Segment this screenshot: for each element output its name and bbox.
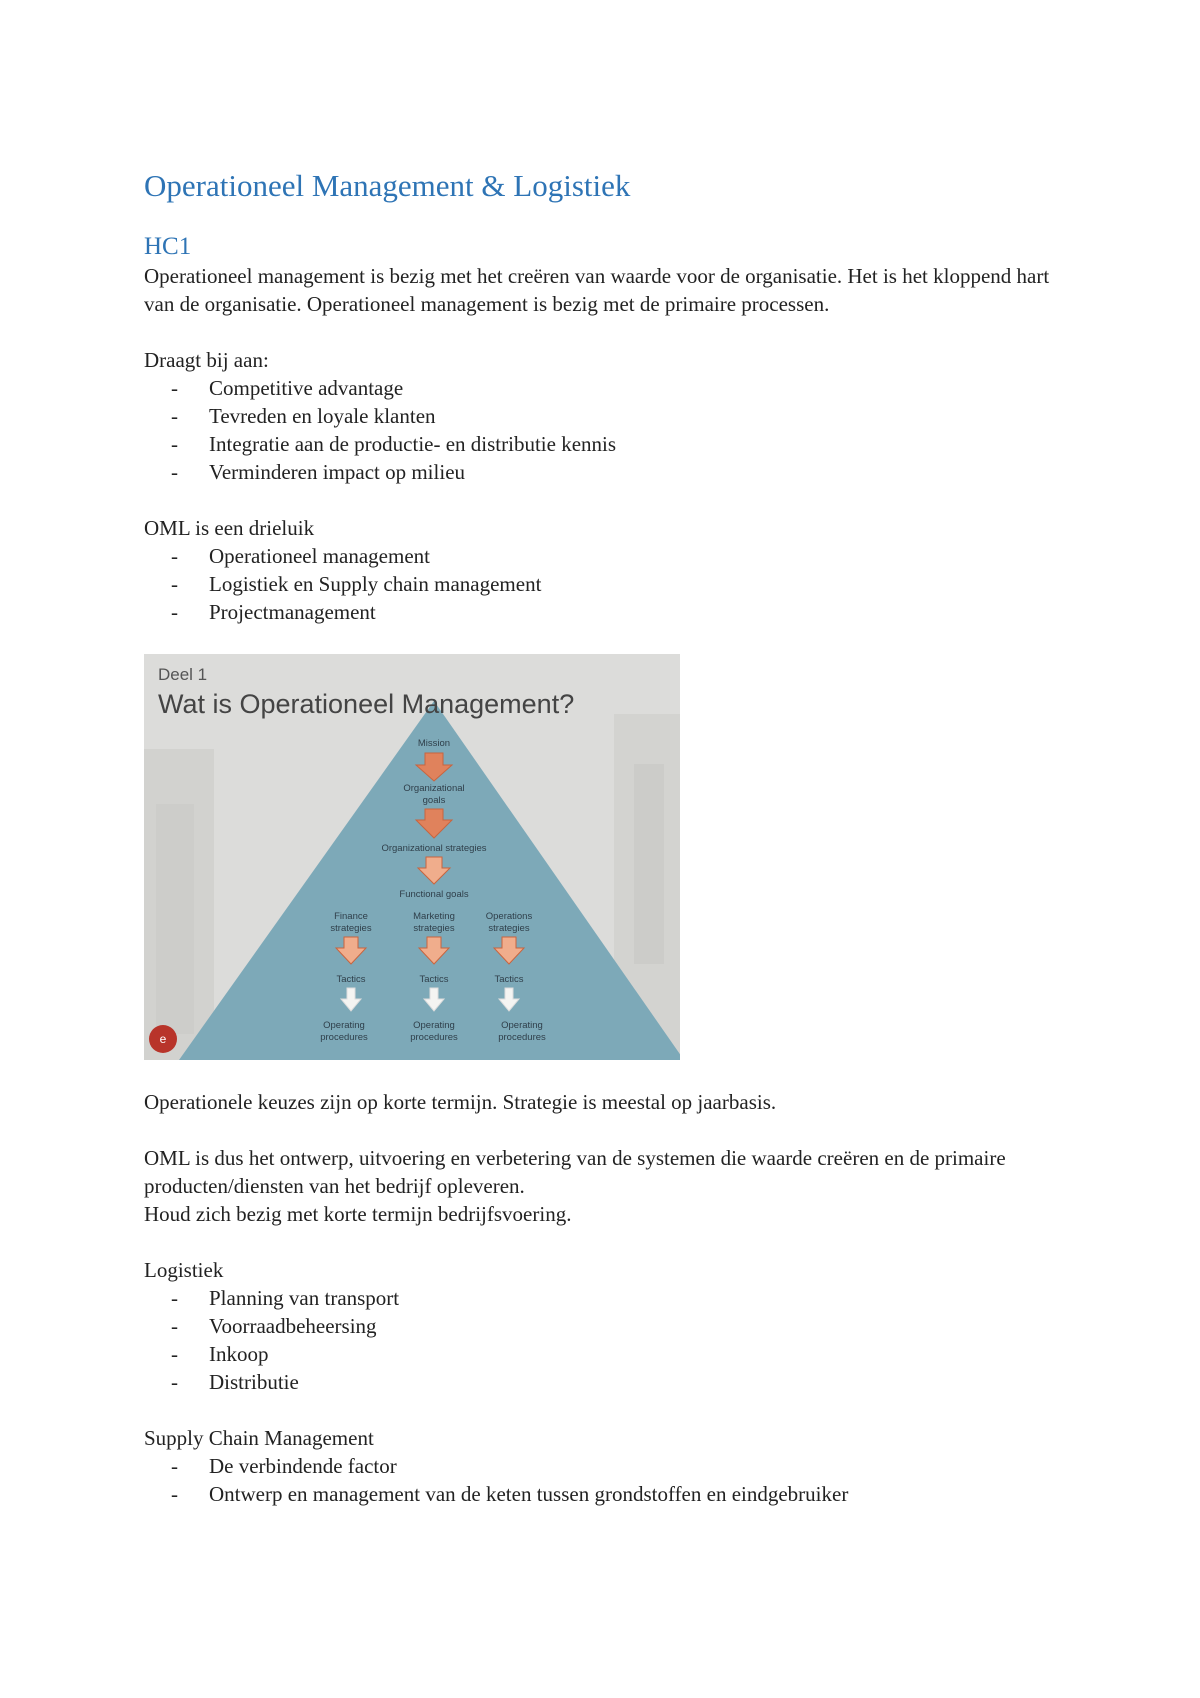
list-item-text: Operationeel management: [209, 544, 430, 568]
dash-bullet: -: [171, 1370, 178, 1394]
operations-tactics: Tactics: [494, 974, 524, 985]
dash-bullet: -: [171, 1454, 178, 1478]
list-item-text: Inkoop: [209, 1342, 269, 1366]
dash-bullet: -: [171, 1314, 178, 1338]
slide-title: Wat is Operationeel Management?: [158, 689, 575, 719]
level-org-goals-line2: goals: [422, 795, 446, 806]
list-item: [144, 1284, 1084, 1312]
list-item-text: Distributie: [209, 1370, 299, 1394]
list-item: [144, 402, 1084, 430]
list-item-text: Planning van transport: [209, 1286, 400, 1310]
list-item-text: Integratie aan de productie- en distributie kennis: [209, 432, 617, 456]
scm-heading: Supply Chain Management: [144, 1426, 374, 1450]
list-item: [144, 570, 1084, 598]
finance-strategy-line2: strategies: [330, 923, 372, 934]
marketing-tactics: Tactics: [419, 974, 449, 985]
dash-bullet: -: [171, 544, 178, 568]
level-org-strategies: Organizational strategies: [381, 843, 487, 854]
dash-bullet: -: [171, 376, 178, 400]
dash-bullet: -: [171, 432, 178, 456]
list-item-text: Logistiek en Supply chain management: [209, 572, 542, 596]
slide-texture-figure-right: [634, 764, 664, 964]
level-org-goals-line1: Organizational: [403, 783, 465, 794]
finance-procedures-line1: Operating: [323, 1020, 365, 1031]
finance-strategy-line1: Finance: [334, 911, 368, 922]
list-item: [144, 1368, 1084, 1396]
intro-paragraph: Operationeel management is bezig met het creëren van waarde voor de organisatie. Het is het kloppend hart van de organisatie. Operationeel management is bezig met de primaire processen.: [144, 264, 1050, 316]
oml-list: [144, 542, 1084, 626]
dash-bullet: -: [171, 1286, 178, 1310]
document-title: Operationeel Management & Logistiek: [144, 168, 631, 203]
short-term-ops-paragraph: Houd zich bezig met korte termijn bedrijfsvoering.: [144, 1202, 572, 1226]
logo-letter: e: [159, 1032, 167, 1046]
document-body: [144, 166, 1084, 1508]
operations-procedures-line2: procedures: [498, 1032, 546, 1043]
list-item-text: Projectmanagement: [209, 600, 376, 624]
short-term-paragraph: Operationele keuzes zijn op korte termijn. Strategie is meestal op jaarbasis.: [144, 1090, 777, 1114]
list-item: [144, 1452, 1084, 1480]
section-heading: HC1: [144, 233, 192, 260]
dash-bullet: -: [171, 460, 178, 484]
finance-procedures-line2: procedures: [320, 1032, 368, 1043]
marketing-procedures-line1: Operating: [413, 1020, 455, 1031]
level-mission: Mission: [417, 738, 451, 749]
oml-definition-paragraph: OML is dus het ontwerp, uitvoering en verbetering van de systemen die waarde creëren en de primaire producten/diensten van het bedrijf opleveren.: [144, 1146, 1006, 1198]
contributes-list: [144, 374, 1084, 486]
list-item-text: De verbindende factor: [209, 1454, 397, 1478]
finance-tactics: Tactics: [336, 974, 366, 985]
list-item: [144, 1480, 1084, 1508]
logistics-heading: Logistiek: [144, 1258, 224, 1282]
list-item: [144, 374, 1084, 402]
operations-strategy-line2: strategies: [488, 923, 530, 934]
list-item-text: Ontwerp en management van de keten tussen grondstoffen en eindgebruiker: [209, 1482, 849, 1506]
list-item: [144, 1312, 1084, 1340]
list-item: [144, 1340, 1084, 1368]
list-item-text: Verminderen impact op milieu: [209, 460, 466, 484]
list-item-text: Voorraadbeheersing: [209, 1314, 377, 1338]
marketing-procedures-line2: procedures: [410, 1032, 458, 1043]
dash-bullet: -: [171, 600, 178, 624]
dash-bullet: -: [171, 1482, 178, 1506]
scm-list: [144, 1452, 1084, 1508]
dash-bullet: -: [171, 572, 178, 596]
list-item: [144, 542, 1084, 570]
slide-texture-figure: [156, 804, 194, 1034]
logistics-list: [144, 1284, 1084, 1396]
list-item-text: Competitive advantage: [209, 376, 404, 400]
marketing-strategy-line1: Marketing: [413, 911, 455, 922]
level-functional-goals: Functional goals: [399, 889, 469, 900]
slide-label: Deel 1: [158, 665, 208, 684]
contributes-heading: Draagt bij aan:: [144, 348, 269, 372]
marketing-strategy-line2: strategies: [413, 923, 455, 934]
list-item: [144, 458, 1084, 486]
operations-procedures-line1: Operating: [501, 1020, 543, 1031]
slide-image: [144, 654, 680, 1060]
list-item-text: Tevreden en loyale klanten: [209, 404, 436, 428]
dash-bullet: -: [171, 1342, 178, 1366]
list-item: [144, 598, 1084, 626]
list-item: [144, 430, 1084, 458]
dash-bullet: -: [171, 404, 178, 428]
oml-heading: OML is een drieluik: [144, 516, 315, 540]
operations-strategy-line1: Operations: [485, 911, 533, 922]
slide-figure: [144, 654, 680, 1060]
